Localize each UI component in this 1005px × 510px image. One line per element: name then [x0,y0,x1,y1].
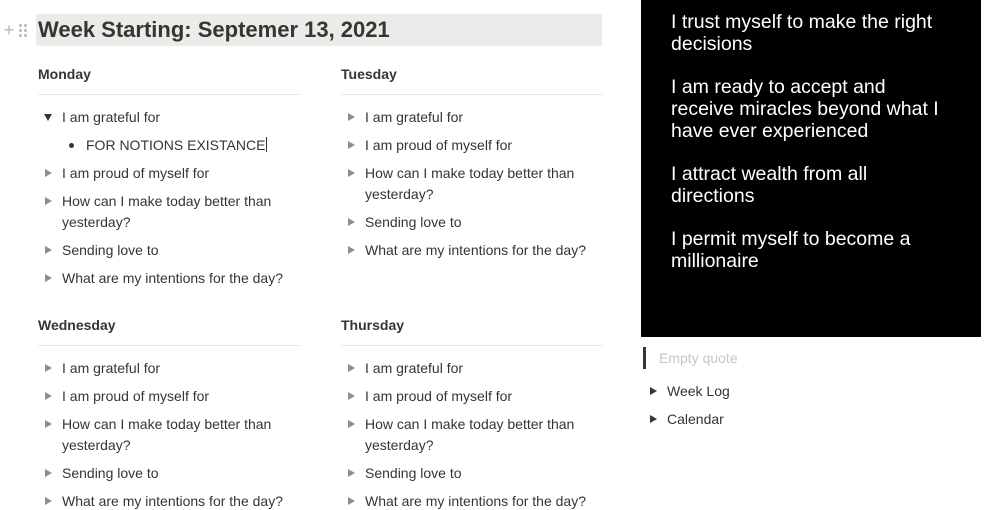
affirmations-image[interactable] [641,0,981,337]
toggle-item[interactable] [341,459,603,487]
day-heading[interactable]: Wednesday [38,315,300,346]
bullet-text[interactable]: FOR NOTIONS EXISTANCE [86,136,266,153]
toggle-item[interactable] [341,208,603,236]
triangle-right-icon[interactable] [341,163,365,177]
toggle-label[interactable]: How can I make today better than yesterday? [62,192,272,230]
toggle-label[interactable]: How can I make today better than yesterday? [365,415,575,453]
toggle-label[interactable]: Sending love to [365,213,462,230]
triangle-right-icon[interactable] [38,358,62,372]
drag-handle-icon[interactable] [19,24,27,37]
affirmation-text: I am ready to accept and receive miracles beyond what I have ever experienced [671,76,939,142]
toggle-label[interactable]: I am proud of myself for [365,387,513,404]
quote-block[interactable] [643,347,738,369]
toggle-item[interactable] [38,354,300,382]
side-toggle-list [643,377,973,433]
toggle-label[interactable]: Week Log [667,382,730,399]
triangle-down-icon[interactable] [38,107,62,121]
toggle-item-calendar[interactable] [643,405,973,433]
toggle-label[interactable]: What are my intentions for the day? [62,492,283,509]
toggle-item-week-log[interactable] [643,377,973,405]
toggle-label[interactable]: I am proud of myself for [62,164,210,181]
toggle-label[interactable]: What are my intentions for the day? [365,241,586,258]
toggle-list [38,354,300,510]
triangle-right-icon[interactable] [643,381,667,395]
triangle-right-icon[interactable] [341,240,365,254]
page-title[interactable]: Week Starting: Septemer 13, 2021 [38,17,390,42]
toggle-item[interactable] [38,459,300,487]
toggle-list [341,103,603,264]
title-highlight[interactable] [36,14,602,46]
triangle-right-icon[interactable] [341,414,365,428]
toggle-list [38,103,300,292]
toggle-list [341,354,603,510]
day-heading[interactable]: Monday [38,64,300,95]
toggle-item[interactable] [341,487,603,510]
toggle-label[interactable]: I am grateful for [62,108,161,125]
bullet-icon [62,143,86,148]
triangle-right-icon[interactable] [341,386,365,400]
toggle-item[interactable] [341,159,603,208]
day-heading[interactable]: Tuesday [341,64,603,95]
title-block [0,14,602,46]
triangle-right-icon[interactable] [341,212,365,226]
day-heading[interactable]: Thursday [341,315,603,346]
triangle-right-icon[interactable] [38,163,62,177]
triangle-right-icon[interactable] [38,191,62,205]
triangle-right-icon[interactable] [38,463,62,477]
toggle-label[interactable]: What are my intentions for the day? [62,269,283,286]
affirmation-text: I attract wealth from all directions [671,163,868,207]
quote-placeholder[interactable]: Empty quote [659,350,738,366]
triangle-right-icon[interactable] [38,414,62,428]
toggle-label[interactable]: Calendar [667,410,724,427]
toggle-item[interactable] [38,264,300,292]
toggle-label[interactable]: I am grateful for [365,359,464,376]
bullet-item[interactable] [38,131,300,159]
affirmation-text: I trust myself to make the right decisions [671,11,933,55]
toggle-label[interactable]: How can I make today better than yesterday? [365,164,575,202]
plus-icon[interactable]: + [3,20,15,40]
toggle-item[interactable] [38,159,300,187]
toggle-label[interactable]: I am grateful for [62,359,161,376]
toggle-item[interactable] [38,103,300,131]
toggle-item[interactable] [341,103,603,131]
toggle-item[interactable] [38,410,300,459]
toggle-item[interactable] [341,354,603,382]
triangle-right-icon[interactable] [38,240,62,254]
affirmation-text: I permit myself to become a millionaire [671,228,911,272]
triangle-right-icon[interactable] [341,107,365,121]
toggle-item[interactable] [341,410,603,459]
triangle-right-icon[interactable] [643,409,667,423]
toggle-item[interactable] [341,236,603,264]
toggle-item[interactable] [38,187,300,236]
toggle-item[interactable] [38,382,300,410]
triangle-right-icon[interactable] [341,135,365,149]
text-cursor [266,137,267,152]
toggle-label[interactable]: Sending love to [62,464,159,481]
toggle-label[interactable]: What are my intentions for the day? [365,492,586,509]
toggle-label[interactable]: I am grateful for [365,108,464,125]
toggle-item[interactable] [341,131,603,159]
triangle-right-icon[interactable] [341,463,365,477]
triangle-right-icon[interactable] [38,268,62,282]
day-column-thursday [341,315,603,510]
triangle-right-icon[interactable] [341,358,365,372]
block-handle [2,20,36,40]
triangle-right-icon[interactable] [341,491,365,505]
toggle-label[interactable]: I am proud of myself for [62,387,210,404]
toggle-label[interactable]: Sending love to [365,464,462,481]
triangle-right-icon[interactable] [38,491,62,505]
triangle-right-icon[interactable] [38,386,62,400]
day-column-monday [38,64,300,292]
day-column-wednesday [38,315,300,510]
toggle-label[interactable]: Sending love to [62,241,159,258]
day-column-tuesday [341,64,603,264]
toggle-item[interactable] [341,382,603,410]
toggle-label[interactable]: I am proud of myself for [365,136,513,153]
toggle-item[interactable] [38,236,300,264]
toggle-label[interactable]: How can I make today better than yesterday? [62,415,272,453]
toggle-item[interactable] [38,487,300,510]
